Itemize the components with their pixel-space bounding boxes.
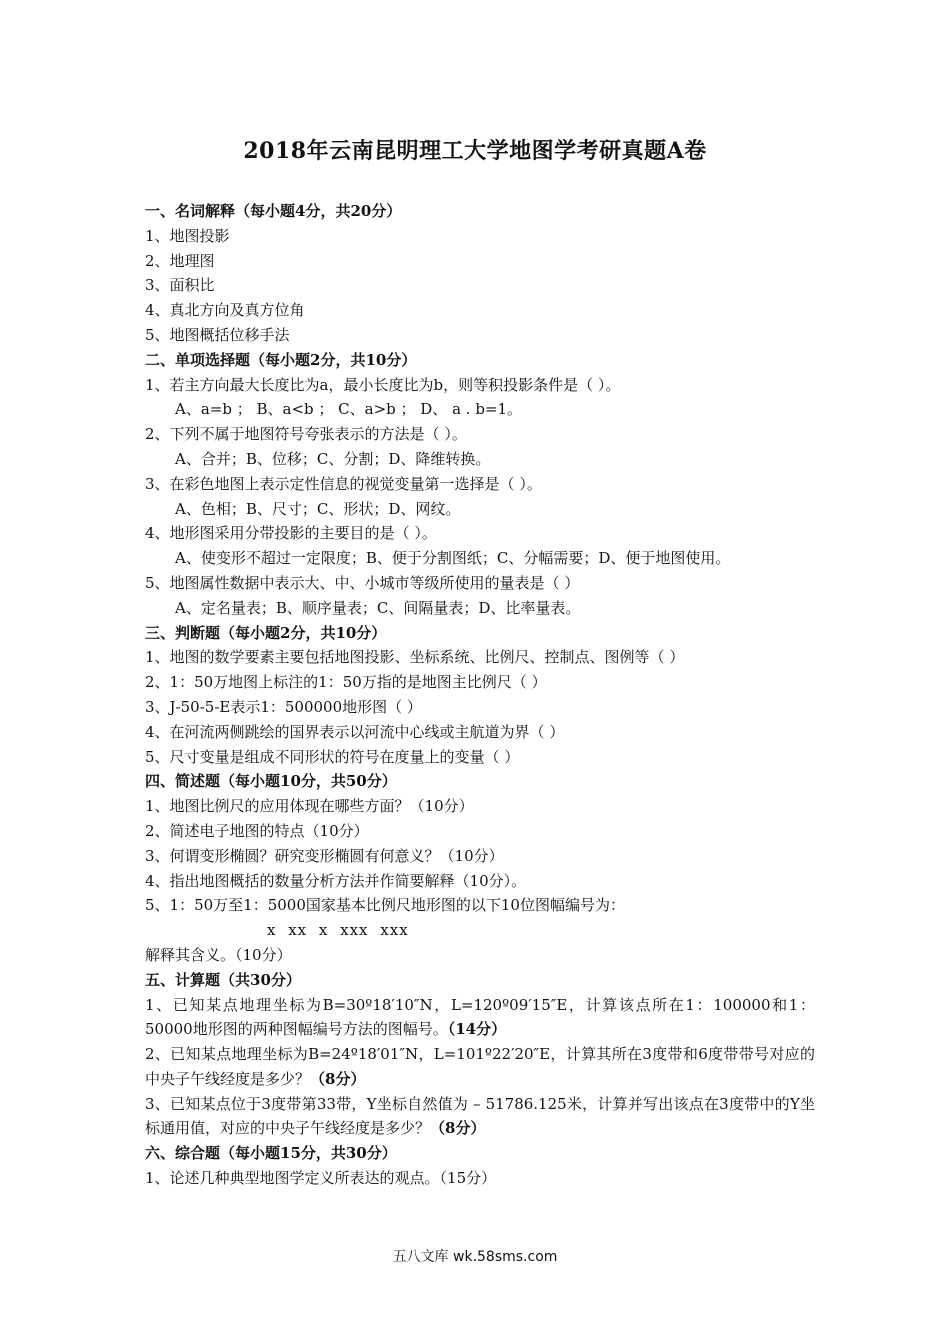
answer-options: A、a=b ； B、a<b ； C、a>b ； D、 a . b=1。 <box>175 400 523 419</box>
list-item: 2、地理图 <box>145 251 215 270</box>
section-heading: 一、名词解释（每小题4分，共20分） <box>145 202 402 220</box>
section-heading: 三、判断题（每小题2分，共10分） <box>145 623 387 642</box>
question: 5、地图属性数据中表示大、中、小城市等级所使用的量表是（ ） <box>145 573 580 592</box>
question-score: （14分） <box>447 1020 507 1039</box>
list-item: 4、真北方向及真方位角 <box>145 301 305 320</box>
question: 4、地形图采用分带投影的主要目的是（ ）。 <box>145 524 437 543</box>
list-item: 1、地图投影 <box>145 226 230 245</box>
document-body <box>145 199 815 1191</box>
answer-options: A、合并；B、位移；C、分割；D、降维转换。 <box>175 449 491 468</box>
answer-options: A、色相；B、尺寸；C、形状；D、网纹。 <box>175 499 461 518</box>
list-item: 5、地图概括位移手法 <box>145 325 290 344</box>
question: 5、尺寸变量是组成不同形状的符号在度量上的变量（ ） <box>145 747 520 766</box>
question-text: 1、已知某点地理坐标为B=30º18′10″N，L=120º09′15″E，计算该点所在1：100000和1：50000地形图的两种图幅编号方法的图幅号。 <box>145 995 815 1039</box>
question <box>145 993 815 1043</box>
question: 1、地图比例尺的应用体现在哪些方面？（10分） <box>145 797 474 816</box>
question: 1、若主方向最大长度比为a，最小长度比为b，则等积投影条件是（ ）。 <box>145 375 621 394</box>
page-footer: 五八文库 wk.58sms.com <box>392 1249 558 1265</box>
page-title: 2018年云南昆明理工大学地图学考研真题A卷 <box>243 138 707 164</box>
answer-options: A、使变形不超过一定限度；B、便于分割图纸；C、分幅需要；D、便于地图使用。 <box>175 549 731 568</box>
question: 3、J-50-5-E表示1：500000地形图（ ） <box>145 697 422 716</box>
question-score: （8分） <box>310 1069 366 1088</box>
question <box>145 1042 815 1092</box>
question: 4、在河流两侧跳绘的国界表示以河流中心线或主航道为界（ ） <box>145 722 565 741</box>
question: 5、1：50万至1：5000国家基本比例尺地形图的以下10位图幅编号为： <box>145 896 625 915</box>
question: 3、何谓变形椭圆？研究变形椭圆有何意义？（10分） <box>145 846 504 865</box>
question: 2、简述电子地图的特点（10分） <box>145 821 369 840</box>
question: 2、1：50万地图上标注的1：50万指的是地图主比例尺（ ） <box>145 673 547 692</box>
question-score: （8分） <box>430 1119 486 1138</box>
answer-options: A、定名量表；B、顺序量表；C、间隔量表；D、比率量表。 <box>175 598 581 617</box>
sheet-number-pattern: x xx x xxx xxx <box>267 921 409 940</box>
section-heading: 二、单项选择题（每小题2分，共10分） <box>145 350 417 369</box>
question: 2、下列不属于地图符号夸张表示的方法是（ ）。 <box>145 425 467 444</box>
question <box>145 1092 815 1142</box>
question: 4、指出地图概括的数量分析方法并作简要解释（10分）。 <box>145 871 527 890</box>
question-text: 2、已知某点地理坐标为B=24º18′01″N，L=101º22′20″E，计算其所在3度带和6度带带号对应的中央子午线经度是多少？ <box>145 1045 815 1088</box>
section-heading: 四、简述题（每小题10分，共50分） <box>145 772 397 791</box>
list-item: 3、面积比 <box>145 276 215 295</box>
section-heading: 六、综合题（每小题15分，共30分） <box>145 1144 397 1163</box>
question: 1、地图的数学要素主要包括地图投影、坐标系统、比例尺、控制点、图例等（ ） <box>145 648 685 667</box>
question-text: 3、已知某点位于3度带第33带，Y坐标自然值为 – 51786.125米，计算并写出该点在3度带中的Y坐标通用值，对应的中央子午线经度是多少？ <box>145 1094 815 1138</box>
question: 1、论述几种典型地图学定义所表达的观点。（15分） <box>145 1169 497 1188</box>
question: 3、在彩色地图上表示定性信息的视觉变量第一选择是（ ）。 <box>145 474 542 493</box>
question-tail: 解释其含义。（10分） <box>145 945 292 964</box>
section-heading: 五、计算题（共30分） <box>145 970 301 989</box>
